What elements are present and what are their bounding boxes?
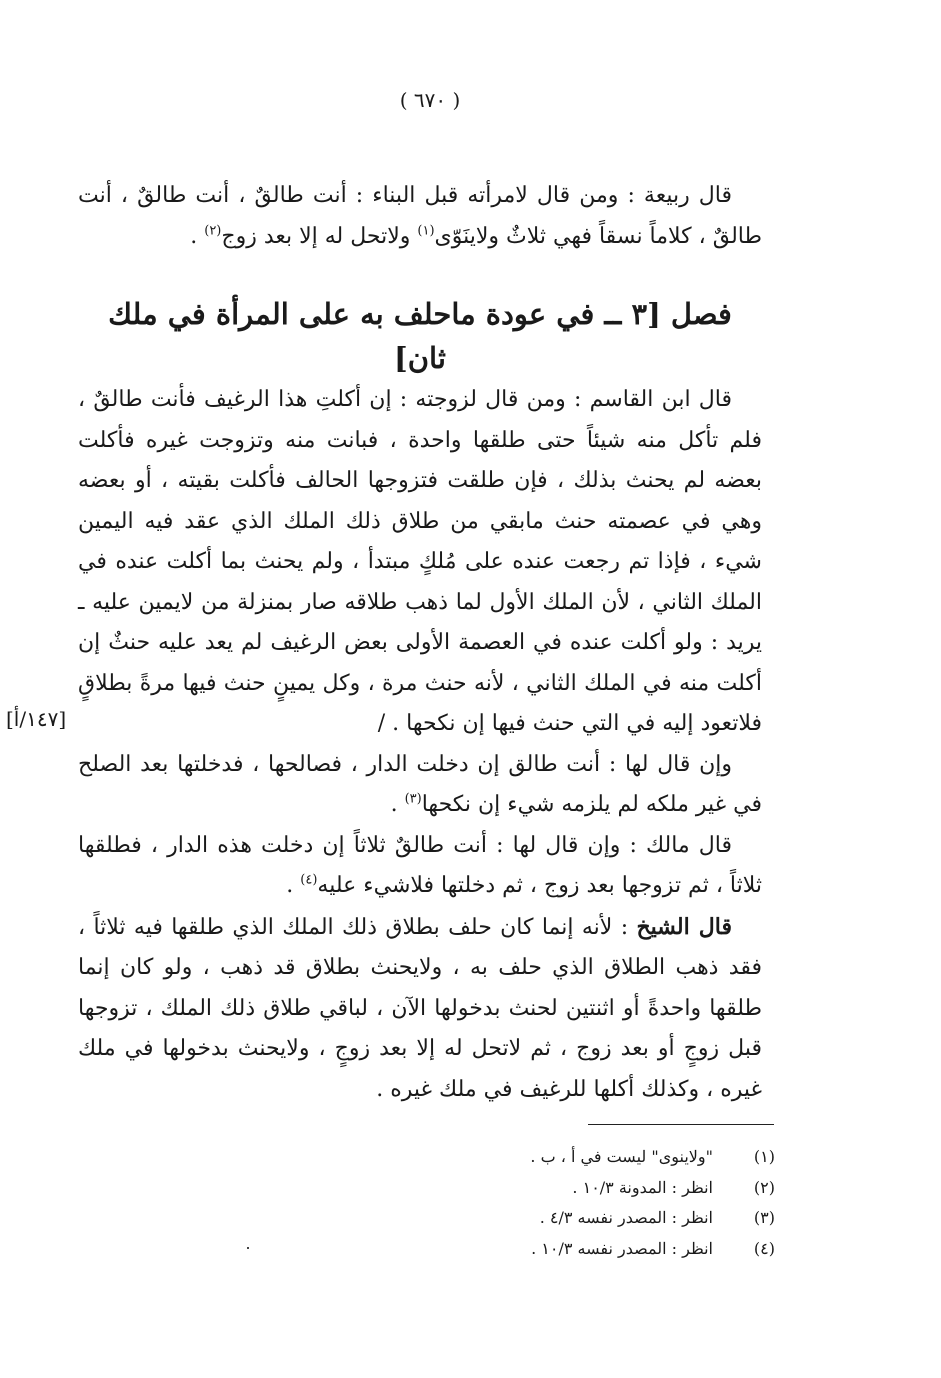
footnote-item <box>300 1173 775 1204</box>
paragraph-al-shaykh <box>78 907 762 1111</box>
scan-speck <box>247 1247 249 1249</box>
paragraph-4-lead: قال الشيخ <box>636 913 732 940</box>
footnote-item <box>300 1203 775 1234</box>
paragraph-divorce-house <box>78 745 762 826</box>
page-number: ( ٦٧٠ ) <box>399 88 461 112</box>
footnote-ref-3: (٣) <box>404 791 422 807</box>
paragraph-4-text: : لأنه إنما كان حلف بطلاق ذلك الملك الذي طلقها فيه ثلاثاً ، فقد ذهب الطلاق الذي حلف به ، ولايحنث بطلاق قد ذهب ، ولو كان إنما طلقها واحدةً أو اثنتين لحنث بدخولها الآن ، لباقي طلاق ذلك الملك ، تزوجها قبل زوجٍ أو بعد زوج ، ثم لاتحل له إلا بعد زوجٍ ، ولايحنث بدخولها في ملك غيره ، وكذلك أكلها للرغيف في ملك غيره . <box>78 914 762 1102</box>
footnote-divider <box>588 1124 774 1125</box>
footnote-text: انظر : المدونة ١٠/٣ . <box>572 1177 713 1197</box>
footnote-ref-4: (٤) <box>300 872 318 888</box>
paragraph-3-text: قال مالك : وإن قال لها : أنت طالقٌ ثلاثاً إن دخلت هذه الدار ، فطلقها ثلاثاً ، ثم تزوجها بعد زوج ، ثم دخلتها فلاشيء عليه <box>78 832 762 898</box>
paragraph-ibn-al-qasim: قال ابن القاسم : ومن قال لزوجته : إن أكلتِ هذا الرغيف فأنت طالقٌ ، فلم تأكل منه شيئاً حتى طلقها واحدة ، فبانت منه وتزوجت غيره فأكلت بعضه لم يحنث بذلك ، فإن طلقت فتزوجها الحالف فأكلت بقيته ، أو بعضه وهي في عصمته حنث مابقي من طلاق ذلك الملك الذي عقد فيه اليمين شيء ، فإذا تم رجعت عنده على مُلكٍ مبتدأ ، ولم يحنث بما أكلت عنده في الملك الثاني ، لأن الملك الأول لما ذهب طلاقه صار بمنزلة من لايمين عليه ـ يريد : ولو أكلت عنده في العصمة الأولى بعض الرغيف لم يعد عليه حنثٌ إن أكلت منه في الملك الثاني ، لأنه حنث مرة ، وكل يمينٍ حنث فيها مرةً بطلاقٍ فلاتعود إليه في التي حنث فيها إن نكحها . / <box>78 387 762 736</box>
paragraph-2-text: وإن قال لها : أنت طالق إن دخلت الدار ، فصالحها ، فدخلتها بعد الصلح في غير ملكه لم يلزمه شيء إن نكحها <box>78 751 762 817</box>
intro-text <box>78 176 762 257</box>
intro-paragraph <box>78 176 762 257</box>
footnote-ref-2: (٢) <box>204 223 222 239</box>
body-text <box>78 380 762 1110</box>
footnote-number: (٢) <box>753 1177 775 1197</box>
paragraph-2-end: . <box>390 792 405 817</box>
intro-text-mid: ولاتحل له إلا بعد زوج <box>221 223 418 249</box>
paragraph-malik <box>78 826 762 907</box>
section-heading: فصل [٣ ــ في عودة ماحلف به على المرأة في ملك ثان] <box>108 297 732 375</box>
margin-folio-reference: [١٤٧/أ] <box>6 707 67 731</box>
footnote-text: "ولاينوى" ليست في أ ، ب . <box>530 1147 713 1166</box>
paragraph-3-end: . <box>286 873 301 898</box>
footnote-number: (٤) <box>753 1238 775 1258</box>
intro-text-start: قال ربيعة : ومن قال لامرأته قبل البناء : أنت طالقٌ ، أنت طالقٌ ، أنت طالقٌ ، كلاماً نسقاً فهي ثلاثٌ ولاينَوّى <box>78 183 762 249</box>
footnote-number: (٣) <box>753 1208 775 1227</box>
footnote-item <box>300 1142 775 1173</box>
footnote-text: انظر : المصدر نفسه ١٠/٣ . <box>531 1238 713 1258</box>
footnote-number: (١) <box>753 1147 775 1166</box>
footnotes <box>300 1142 775 1264</box>
footnote-text: انظر : المصدر نفسه ٤/٣ . <box>539 1208 713 1227</box>
footnote-item <box>300 1234 775 1265</box>
intro-text-end: . <box>190 223 205 249</box>
footnote-ref-1: (١) <box>417 223 435 239</box>
